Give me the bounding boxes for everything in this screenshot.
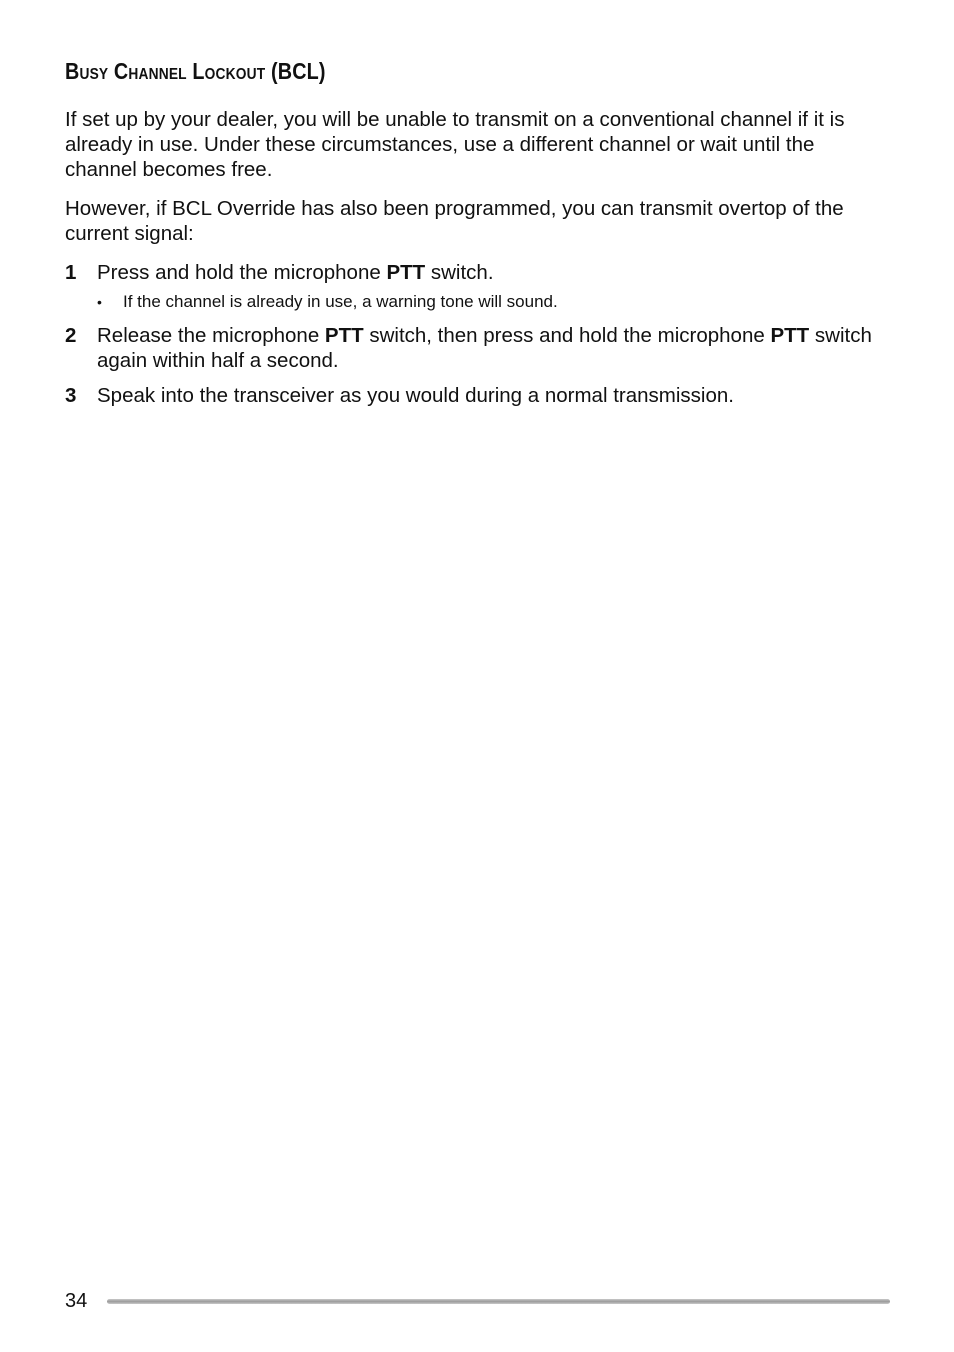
footer-rule (107, 1299, 890, 1304)
step-text: Release the microphone PTT switch, then press and hold the microphone PTT switch again within half a second. (97, 324, 872, 372)
step-number: 1 (65, 261, 77, 284)
override-paragraph: However, if BCL Override has also been programmed, you can transmit overtop of the current signal: (65, 197, 844, 245)
manual-page (65, 58, 890, 418)
bullet-icon: • (97, 294, 102, 310)
step-number: 3 (65, 384, 77, 407)
steps-list (65, 260, 890, 408)
page-footer (65, 1288, 890, 1316)
section-title: Busy Channel Lockout (BCL) (65, 58, 326, 84)
ptt-key-label: PTT (770, 324, 810, 347)
step-note: • If the channel is already in use, a warning tone will sound. (97, 292, 558, 311)
step-item-2 (65, 323, 890, 373)
ptt-key-label: PTT (386, 261, 426, 284)
step-item-3 (65, 383, 890, 408)
step-text: Speak into the transceiver as you would during a normal transmission. (97, 384, 734, 407)
page-number: 34 (65, 1290, 88, 1312)
ptt-key-label: PTT (324, 324, 364, 347)
step-item-1 (65, 260, 890, 313)
step-text: Press and hold the microphone PTT switch. (97, 261, 494, 284)
intro-paragraph: If set up by your dealer, you will be unable to transmit on a conventional channel if it is already in use. Under these circumstances, use a different channel or wait until the channel becomes free. (65, 108, 845, 181)
step-number: 2 (65, 324, 77, 347)
